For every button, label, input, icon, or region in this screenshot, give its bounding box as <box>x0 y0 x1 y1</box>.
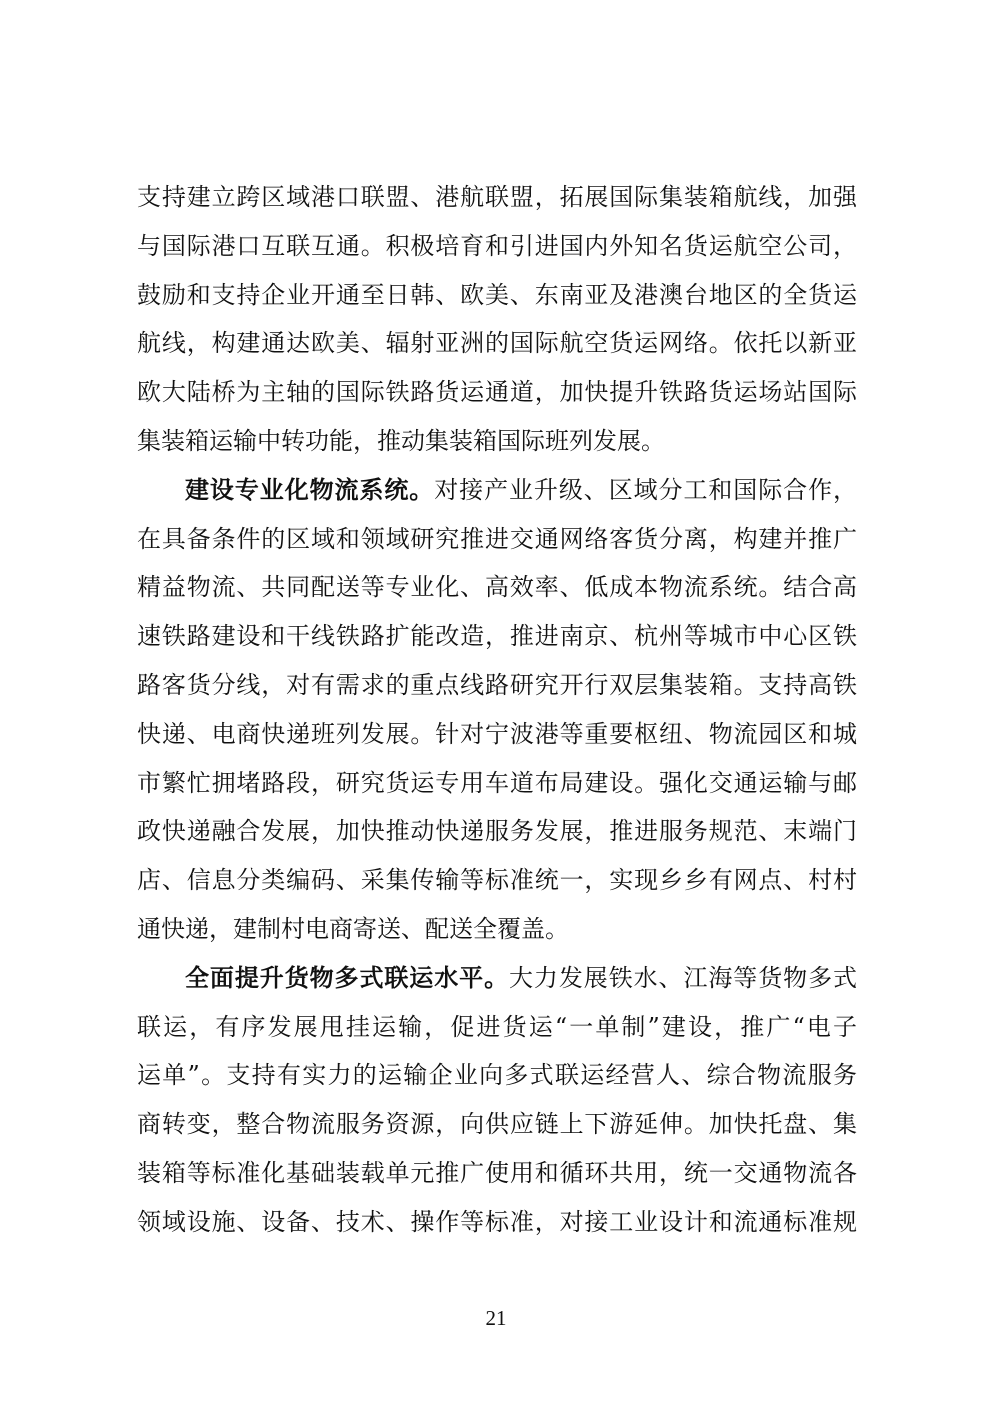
text-line: 在具备条件的区域和领域研究推进交通网络客货分离，构建并推广 <box>137 524 857 553</box>
text-line: 集装箱运输中转功能，推动集装箱国际班列发展。 <box>137 426 665 455</box>
text-line: 通快递，建制村电商寄送、配送全覆盖。 <box>137 914 569 943</box>
text-line: 速铁路建设和干线铁路扩能改造，推进南京、杭州等城市中心区铁 <box>137 622 857 651</box>
text-line: 与国际港口互联互通。积极培育和引进国内外知名货运航空公司， <box>137 231 857 260</box>
text-line: 航线，构建通达欧美、辐射亚洲的国际航空货运网络。依托以新亚 <box>137 329 857 358</box>
paragraph-lead-heading: 全面提升货物多式联运水平。 <box>185 962 509 992</box>
text-line: 市繁忙拥堵路段，研究货运专用车道布局建设。强化交通运输与邮 <box>137 768 857 797</box>
text-line: 运单”。支持有实力的运输企业向多式联运经营人、综合物流服务 <box>137 1061 857 1090</box>
text-line: 支持建立跨区域港口联盟、港航联盟，拓展国际集装箱航线，加强 <box>137 183 857 211</box>
text-line: 精益物流、共同配送等专业化、高效率、低成本物流系统。结合高 <box>137 573 857 602</box>
text-line: 联运，有序发展甩挂运输，促进货运“一单制”建设，推广“电子 <box>137 1012 857 1041</box>
text-line: 领域设施、设备、技术、操作等标准，对接工业设计和流通标准规 <box>137 1207 857 1236</box>
text-line: 商转变，整合物流服务资源，向供应链上下游延伸。加快托盘、集 <box>137 1110 857 1139</box>
text-line <box>137 466 857 515</box>
paragraph-3 <box>137 954 857 1247</box>
text-line: 欧大陆桥为主轴的国际铁路货运通道，加快提升铁路货运场站国际 <box>137 378 857 407</box>
text-line: 快递、电商快递班列发展。针对宁波港等重要枢纽、物流园区和城 <box>137 719 857 748</box>
text-line: 店、信息分类编码、采集传输等标准统一，实现乡乡有网点、村村 <box>137 866 857 895</box>
text-line: 政快递融合发展，加快推动快递服务发展，推进服务规范、末端门 <box>137 817 857 846</box>
text-line: 路客货分线，对有需求的重点线路研究开行双层集装箱。支持高铁 <box>137 670 857 699</box>
document-body <box>137 173 857 1247</box>
text-line: 装箱等标准化基础装载单元推广使用和循环共用，统一交通物流各 <box>137 1158 857 1187</box>
paragraph-lead-heading: 建设专业化物流系统。 <box>185 474 435 504</box>
text-segment: 对接产业升级、区域分工和国际合作， <box>434 475 857 504</box>
text-line: 鼓励和支持企业开通至日韩、欧美、东南亚及港澳台地区的全货运 <box>137 280 857 309</box>
paragraph-1 <box>137 173 857 466</box>
paragraph-2 <box>137 466 857 954</box>
page-number: 21 <box>485 1306 507 1330</box>
text-line <box>137 954 857 1003</box>
text-segment: 大力发展铁水、江海等货物多式 <box>509 963 857 992</box>
